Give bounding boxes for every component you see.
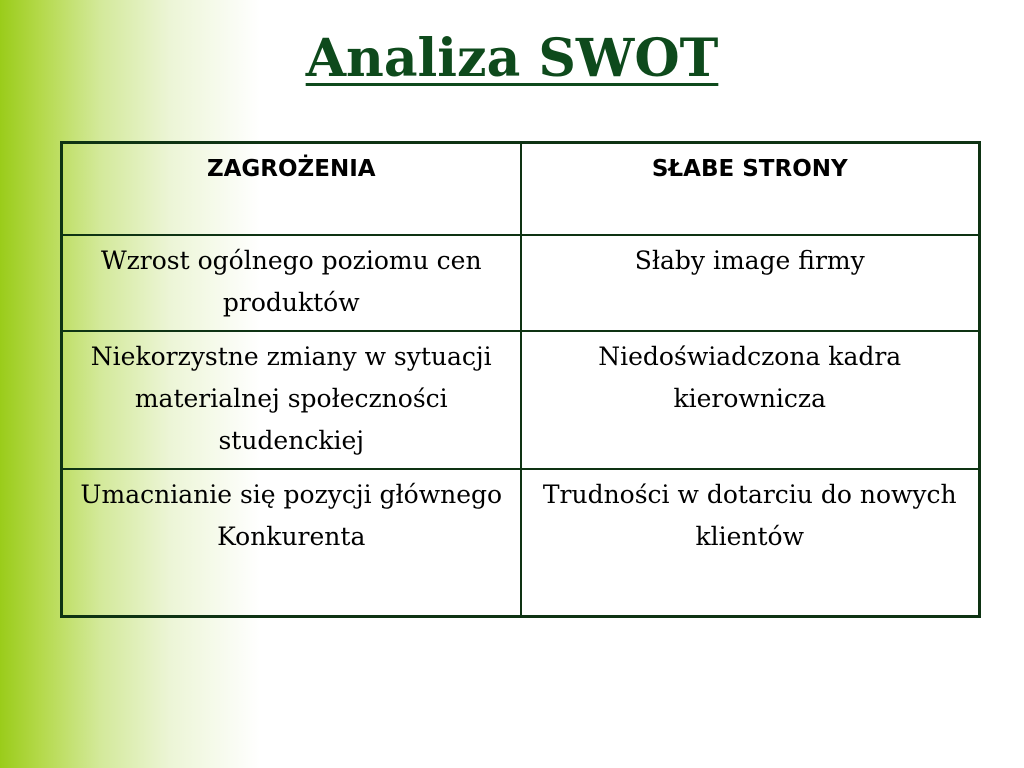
weakness-cell: Słaby image firmy xyxy=(521,235,980,331)
header-threats: ZAGROŻENIA xyxy=(62,143,521,235)
table-header-row xyxy=(62,143,980,235)
table-row xyxy=(62,469,980,617)
weakness-cell: Trudności w dotarciu do nowych klientów xyxy=(521,469,980,617)
header-weaknesses: SŁABE STRONY xyxy=(521,143,980,235)
slide-title: Analiza SWOT xyxy=(305,28,719,89)
table-row xyxy=(62,331,980,469)
threat-cell: Niekorzystne zmiany w sytuacji materialnej społeczności studenckiej xyxy=(62,331,521,469)
threat-cell: Wzrost ogólnego poziomu cen produktów xyxy=(62,235,521,331)
table-row xyxy=(62,235,980,331)
threat-cell: Umacnianie się pozycji głównego Konkurenta xyxy=(62,469,521,617)
swot-table xyxy=(60,141,981,618)
weakness-cell: Niedoświadczona kadra kierownicza xyxy=(521,331,980,469)
